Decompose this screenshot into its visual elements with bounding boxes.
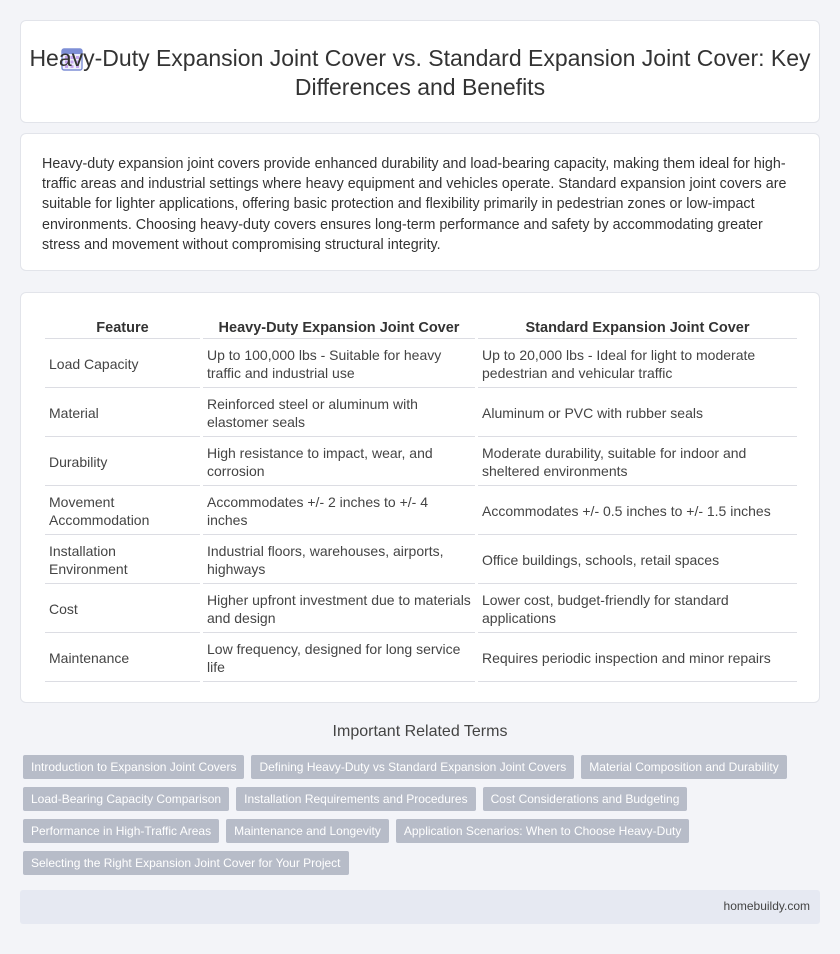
related-term-tag[interactable]: Application Scenarios: When to Choose Heavy-Duty — [396, 819, 689, 843]
column-header-feature: Feature — [45, 317, 200, 339]
standard-cell: Moderate durability, suitable for indoor and sheltered environments — [478, 439, 797, 486]
footer — [20, 890, 820, 924]
intro-card — [20, 133, 820, 271]
related-term-tag[interactable]: Performance in High-Traffic Areas — [23, 819, 219, 843]
table-row — [45, 586, 797, 633]
title-card — [20, 20, 820, 123]
page-title: Heavy-Duty Expansion Joint Cover vs. Standard Expansion Joint Cover: Key Differences and Benefits — [29, 45, 811, 100]
heavy-duty-cell: Reinforced steel or aluminum with elastomer seals — [203, 390, 475, 437]
feature-cell: Maintenance — [45, 635, 200, 682]
related-terms-heading: Important Related Terms — [332, 723, 508, 740]
table-row — [45, 390, 797, 437]
table-row — [45, 537, 797, 584]
related-term-tag[interactable]: Load-Bearing Capacity Comparison — [23, 787, 229, 811]
heavy-duty-cell: High resistance to impact, wear, and corrosion — [203, 439, 475, 486]
heavy-duty-cell: Higher upfront investment due to materials and design — [203, 586, 475, 633]
standard-cell: Requires periodic inspection and minor repairs — [478, 635, 797, 682]
table-header-row — [45, 317, 797, 339]
related-term-tag[interactable]: Material Composition and Durability — [581, 755, 786, 779]
feature-cell: Durability — [45, 439, 200, 486]
related-term-tag[interactable]: Maintenance and Longevity — [226, 819, 389, 843]
related-term-tag[interactable]: Defining Heavy-Duty vs Standard Expansion Joint Covers — [251, 755, 574, 779]
feature-cell: Cost — [45, 586, 200, 633]
column-header-standard: Standard Expansion Joint Cover — [478, 317, 797, 339]
table-row — [45, 341, 797, 388]
footer-site-link[interactable]: homebuildy.com — [723, 899, 810, 913]
table-row — [45, 439, 797, 486]
related-term-tag[interactable]: Selecting the Right Expansion Joint Cover for Your Project — [23, 851, 349, 875]
standard-cell: Lower cost, budget-friendly for standard applications — [478, 586, 797, 633]
standard-cell: Accommodates +/- 0.5 inches to +/- 1.5 inches — [478, 488, 797, 535]
standard-cell: Office buildings, schools, retail spaces — [478, 537, 797, 584]
table-row — [45, 488, 797, 535]
feature-cell: Material — [45, 390, 200, 437]
heavy-duty-cell: Accommodates +/- 2 inches to +/- 4 inches — [203, 488, 475, 535]
column-header-heavy-duty: Heavy-Duty Expansion Joint Cover — [203, 317, 475, 339]
comparison-card — [20, 292, 820, 703]
intro-paragraph: Heavy-duty expansion joint covers provide enhanced durability and load-bearing capacity, making them ideal for high-traffic areas and industrial settings where heavy equipment and vehicles operate. Standard expansion joint covers are suitable for lighter applications, offering basic protection and flexibility primarily in pedestrian zones or low-impact environments. Choosing heavy-duty covers ensures long-term performance and safety by accommodating greater stress and movement without compromising structural integrity. — [42, 156, 787, 253]
related-term-tag[interactable]: Installation Requirements and Procedures — [236, 787, 475, 811]
standard-cell: Aluminum or PVC with rubber seals — [478, 390, 797, 437]
feature-cell: Installation Environment — [45, 537, 200, 584]
related-term-tag[interactable]: Cost Considerations and Budgeting — [483, 787, 688, 811]
standard-cell: Up to 20,000 lbs - Ideal for light to moderate pedestrian and vehicular traffic — [478, 341, 797, 388]
related-term-tag[interactable]: Introduction to Expansion Joint Covers — [23, 755, 244, 779]
related-terms-list — [23, 755, 813, 883]
comparison-table — [42, 315, 800, 684]
feature-cell: Load Capacity — [45, 341, 200, 388]
heavy-duty-cell: Low frequency, designed for long service life — [203, 635, 475, 682]
feature-cell: Movement Accommodation — [45, 488, 200, 535]
heavy-duty-cell: Industrial floors, warehouses, airports, highways — [203, 537, 475, 584]
heavy-duty-cell: Up to 100,000 lbs - Suitable for heavy traffic and industrial use — [203, 341, 475, 388]
table-row — [45, 635, 797, 682]
